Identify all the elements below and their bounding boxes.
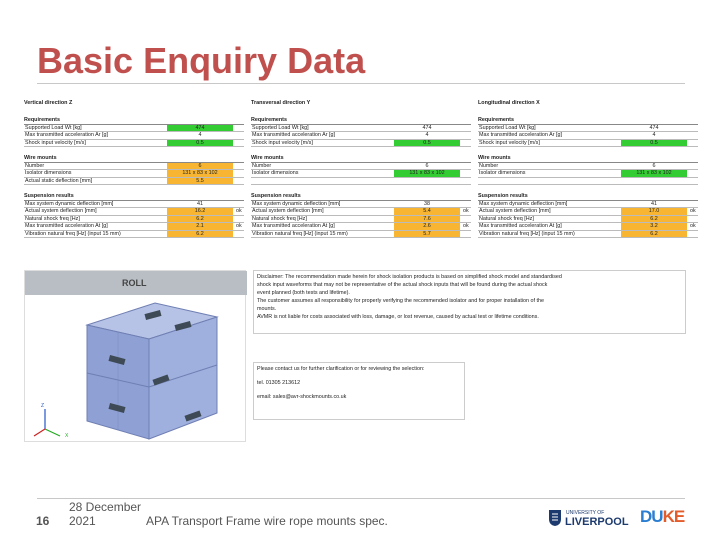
table-row [251, 201, 471, 209]
table-row [24, 223, 244, 231]
row-value: 6 [167, 163, 233, 170]
row-label: Actual system deflection [mm] [25, 208, 97, 214]
section-heading-wire-mounts: Wire mounts [251, 155, 471, 163]
row-value: 2.6 [394, 223, 460, 230]
table-row [478, 201, 698, 209]
row-label: Max transmitted acceleration At [g] [479, 223, 562, 229]
table-row [24, 231, 244, 239]
table-row [478, 231, 698, 239]
row-value [621, 178, 687, 185]
row-label: Vibration natural freq [Hz] (input 15 mm) [479, 230, 575, 237]
footer-divider [37, 498, 685, 499]
status-flag: ok [690, 208, 696, 214]
row-label: Max system dynamic deflection [mm] [25, 200, 114, 207]
row-value: 6.2 [621, 216, 687, 223]
section-heading-suspension: Suspension results [24, 193, 244, 201]
title-divider [37, 83, 685, 84]
row-value: 5.4 [394, 208, 460, 215]
row-label: Number [252, 162, 272, 169]
table-row [251, 216, 471, 224]
row-label: Number [479, 162, 499, 169]
disclaimer-line: event planned (both tests and lifetime). [257, 290, 350, 296]
table-row [251, 208, 471, 216]
row-label: Actual system deflection [mm] [252, 208, 324, 214]
row-label: Shock input velocity [m/s] [25, 139, 86, 146]
duke-logo-part: KE [662, 507, 685, 526]
row-value: 16.2 [167, 208, 233, 215]
table-row [24, 216, 244, 224]
row-label: Max transmitted acceleration At [g] [25, 223, 108, 229]
liverpool-logo-name: LIVERPOOL [565, 516, 629, 528]
row-value: 131 x 83 x 102 [394, 170, 460, 177]
row-label: Number [25, 162, 45, 169]
section-heading-requirements: Requirements [251, 117, 471, 125]
direction-heading: Transversal direction Y [251, 100, 311, 106]
table-row [251, 132, 471, 140]
row-label: Natural shock freq [Hz] [25, 215, 80, 222]
row-label: Shock input velocity [m/s] [479, 139, 540, 146]
duke-logo [640, 507, 684, 527]
row-label: Max system dynamic deflection [mm] [479, 200, 568, 207]
table-row [24, 178, 244, 186]
table-row [478, 132, 698, 140]
row-value: 0.5 [167, 140, 233, 147]
disclaimer-line: shock input waveforms that may not be representative of the actual shock inputs that will be found during the actual shock [257, 282, 548, 288]
table-row [478, 178, 698, 186]
footer-title: APA Transport Frame wire rope mounts spec. [146, 514, 388, 528]
row-label: Max system dynamic deflection [mm] [252, 200, 341, 207]
row-value: 474 [649, 124, 659, 131]
row-label: Shock input velocity [m/s] [252, 139, 313, 146]
row-value: 5.5 [167, 178, 233, 185]
row-label: Max transmitted acceleration At [g] [252, 223, 335, 229]
row-label: Actual static deflection [mm] [25, 177, 93, 184]
table-row [24, 170, 244, 178]
row-value: 474 [167, 125, 233, 132]
row-value: 131 x 83 x 102 [167, 170, 233, 177]
roll-header-bar [25, 271, 247, 295]
table-row [251, 231, 471, 239]
row-value: 0.5 [394, 140, 460, 147]
axis-label-x: X [65, 433, 69, 439]
status-flag: ok [463, 208, 469, 214]
status-flag: ok [690, 223, 696, 229]
section-heading-suspension: Suspension results [251, 193, 471, 201]
table-row [24, 140, 244, 148]
footer-date: 28 December 2021 [69, 500, 142, 528]
row-label: Supported Load Wt [kg] [479, 124, 536, 131]
row-value: 6.2 [167, 216, 233, 223]
contact-phone: tel. 01305 213612 [257, 380, 301, 386]
row-label: Isolator dimensions [252, 170, 299, 176]
direction-heading: Longitudinal direction X [478, 100, 540, 106]
roll-view-panel [24, 270, 246, 442]
table-row [251, 170, 471, 178]
row-value: 5.7 [394, 231, 460, 238]
contact-box [253, 362, 465, 420]
disclaimer-line: Disclaimer: The recommendation made herein for shock isolation products is based on simplified shock model and standardised [257, 274, 562, 280]
row-label: Supported Load Wt [kg] [25, 124, 82, 131]
status-flag: ok [236, 208, 242, 214]
table-row [251, 140, 471, 148]
disclaimer-box [253, 270, 686, 334]
slide-number: 16 [36, 514, 50, 528]
status-flag: ok [463, 223, 469, 229]
slide-title: Basic Enquiry Data [37, 40, 366, 81]
row-label: Max transmitted acceleration Ar [g] [252, 132, 335, 138]
row-label: Vibration natural freq [Hz] (input 15 mm) [25, 230, 121, 237]
table-row [478, 223, 698, 231]
row-value: 4 [198, 132, 202, 138]
column-y [251, 100, 471, 238]
row-value: 4 [652, 132, 656, 138]
row-value: 17.0 [621, 208, 687, 215]
section-heading-wire-mounts: Wire mounts [478, 155, 698, 163]
table-row [24, 201, 244, 209]
row-value: 38 [424, 200, 430, 207]
table-row [24, 208, 244, 216]
table-row [478, 163, 698, 171]
liverpool-logo-small-text: UNIVERSITY OF [566, 510, 605, 516]
row-label: Natural shock freq [Hz] [479, 215, 534, 222]
table-row [478, 125, 698, 133]
table-row [24, 163, 244, 171]
row-label: Isolator dimensions [479, 170, 526, 176]
roll-label: ROLL [122, 278, 147, 288]
contact-intro: Please contact us for further clarification or for reviewing the selection: [257, 366, 425, 372]
row-value: 2.1 [167, 223, 233, 230]
row-value: 3.2 [621, 223, 687, 230]
row-value: 41 [651, 200, 657, 207]
disclaimer-line: The customer assumes all responsibility for properly verifying the recommended isolator and for proper installation of the [257, 298, 545, 304]
section-heading-wire-mounts: Wire mounts [24, 155, 244, 163]
row-label: Vibration natural freq [Hz] (input 15 mm) [252, 230, 348, 237]
row-label: Actual system deflection [mm] [479, 208, 551, 214]
row-value: 6.2 [167, 231, 233, 238]
row-value [394, 178, 460, 185]
row-value: 6 [652, 162, 656, 169]
row-value: 0.5 [621, 140, 687, 147]
axis-label-z: Z [41, 403, 45, 409]
disclaimer-line: mounts. [257, 306, 277, 312]
table-row [24, 132, 244, 140]
status-flag: ok [236, 223, 242, 229]
duke-logo-part: DU [640, 507, 663, 526]
isometric-frame-render [25, 295, 247, 443]
column-x [478, 100, 698, 238]
table-row [251, 125, 471, 133]
row-value: 474 [422, 124, 432, 131]
row-value: 6.2 [621, 231, 687, 238]
table-row [251, 163, 471, 171]
table-row [478, 170, 698, 178]
row-label: Supported Load Wt [kg] [252, 124, 309, 131]
contact-email[interactable]: email: sales@avr-shockmounts.co.uk [257, 394, 347, 400]
row-label: Natural shock freq [Hz] [252, 215, 307, 222]
table-row [24, 125, 244, 133]
table-row [478, 216, 698, 224]
column-z [24, 100, 244, 238]
row-label: Max transmitted acceleration Ar [g] [25, 132, 108, 138]
row-value: 7.6 [394, 216, 460, 223]
section-heading-requirements: Requirements [24, 117, 244, 125]
row-value: 6 [425, 162, 429, 169]
table-row [478, 140, 698, 148]
table-row [478, 208, 698, 216]
row-label: Max transmitted acceleration Ar [g] [479, 132, 562, 138]
direction-heading: Vertical direction Z [24, 100, 73, 106]
table-row [251, 178, 471, 186]
disclaimer-line: AVMR is not liable for costs associated with loss, damage, or lost revenue, caused by actual test or lifetime conditions. [257, 314, 539, 320]
table-row [251, 223, 471, 231]
row-value: 131 x 83 x 102 [621, 170, 687, 177]
section-heading-suspension: Suspension results [478, 193, 698, 201]
row-label: Isolator dimensions [25, 170, 72, 176]
row-value: 4 [425, 132, 429, 138]
row-value: 41 [197, 200, 203, 207]
section-heading-requirements: Requirements [478, 117, 698, 125]
liverpool-crest-icon [548, 509, 562, 527]
